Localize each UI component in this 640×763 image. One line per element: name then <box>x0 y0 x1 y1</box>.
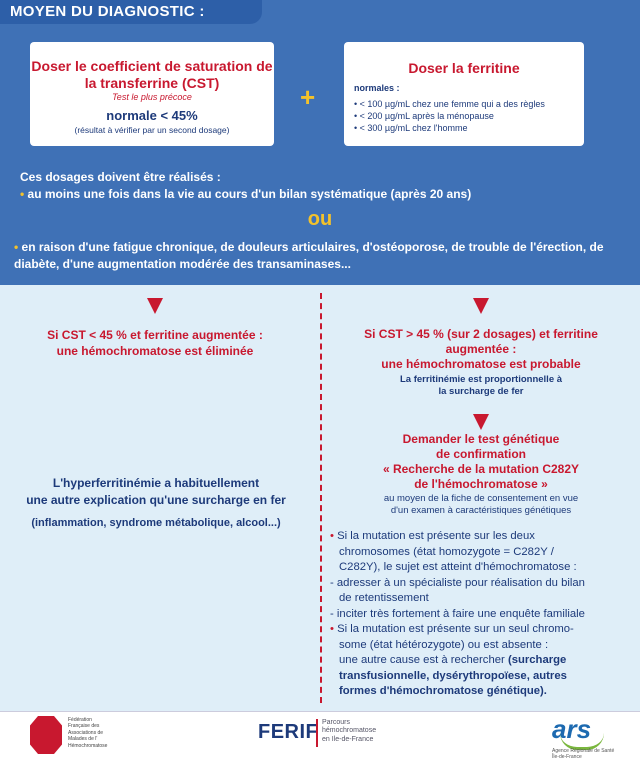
logo-line: Malades de l' <box>68 736 98 743</box>
or-separator: ou <box>307 208 333 230</box>
right-result-line: une hémochromatose est probable <box>381 357 581 371</box>
ferritine-item: • < 200 µg/mL après la ménopause <box>354 110 545 122</box>
genetic-test-note-line: d'un examen à caractéristiques génétiques <box>390 505 572 516</box>
ars-sub-line: Agence Régionale de Santé <box>552 748 615 754</box>
bullet-icon: • <box>330 530 338 542</box>
down-arrow-icon <box>473 414 489 430</box>
down-arrow-icon <box>147 298 163 314</box>
ferritine-item: • < 100 µg/mL chez une femme qui a des règles <box>354 98 545 110</box>
list-text: une autre cause est à rechercher <box>339 654 508 666</box>
ars-subtitle <box>552 748 632 760</box>
right-subresult-line: La ferritinémie est proportionnelle à <box>399 374 563 385</box>
genetic-test-line: de confirmation <box>435 447 526 461</box>
section-title: MOYEN DU DIAGNOSTIC : <box>10 3 205 20</box>
logo-line: Française des <box>68 723 100 730</box>
bullet-icon: • <box>14 240 22 254</box>
list-item: - adresser à un spécialiste pour réalisation du bilan <box>330 576 585 589</box>
cst-normal-value: normale < 45% <box>106 108 198 123</box>
bullet-icon: • <box>330 623 338 635</box>
condition-first-text: au moins une fois dans la vie au cours d'un bilan systématique (après 20 ans) <box>27 187 472 201</box>
right-subresult-line: la surcharge de fer <box>438 386 524 397</box>
list-item: formes d'hémochromatose génétique). <box>339 685 547 697</box>
list-item <box>330 653 630 669</box>
right-subresult <box>336 374 626 398</box>
genetic-test-line: Demander le test génétique <box>402 432 560 446</box>
dashed-divider <box>320 293 322 703</box>
left-result <box>20 327 290 359</box>
genetic-test-line: « Recherche de la mutation C282Y <box>382 462 580 476</box>
condition-first <box>20 186 630 203</box>
list-item: de retentissement <box>339 592 429 604</box>
left-explanation-line: une autre explication qu'une surcharge en fer <box>26 493 286 507</box>
cst-subtitle: Test le plus précoce <box>112 92 192 102</box>
cst-box <box>30 42 274 146</box>
conditions-intro: Ces dosages doivent être réalisés : <box>20 170 221 184</box>
ferritine-label: normales : <box>354 83 400 93</box>
down-arrow-icon <box>473 298 489 314</box>
left-result-line: une hémochromatose est éliminée <box>56 344 254 358</box>
ferritine-box <box>344 42 584 146</box>
list-item: chromosomes (état homozygote = C282Y / <box>339 545 554 558</box>
ffamh-logo <box>30 716 62 754</box>
list-item: transfusionnelle, dysérythropoïese, autres <box>339 669 567 682</box>
condition-second-text: en raison d'une fatigue chronique, de douleurs articulaires, d'ostéoporose, de trouble de l'érection, de diabète, d'une augmentation modérée des transaminases... <box>14 240 604 271</box>
list-item: - inciter très fortement à faire une enquête familiale <box>330 607 585 620</box>
left-result-line: Si CST < 45 % et ferritine augmentée : <box>47 328 263 342</box>
genetic-test-note-line: au moyen de la fiche de consentement en vue <box>383 493 579 504</box>
genetic-test-note <box>336 493 626 517</box>
ferif-tagline <box>322 719 412 744</box>
list-item <box>330 622 630 638</box>
logo-line: Hémochromatose <box>68 742 108 749</box>
bullet-icon: • <box>20 187 28 201</box>
ferritine-title: Doser la ferritine <box>408 60 520 76</box>
ars-sub-line: Île-de-France <box>552 754 582 760</box>
right-result-line: Si CST > 45 % (sur 2 dosages) et ferritine <box>364 327 598 341</box>
list-text: Si la mutation est présente sur un seul chromo- <box>337 623 574 635</box>
plus-icon: + <box>300 82 316 112</box>
left-note: (inflammation, syndrome métabolique, alcool...) <box>31 517 281 529</box>
ferif-logo: FERIF <box>258 721 319 743</box>
ferritine-item: • < 300 µg/mL chez l'homme <box>354 122 545 134</box>
ferif-divider <box>316 719 318 747</box>
list-text-bold: (surcharge <box>507 654 567 666</box>
right-result <box>336 327 626 372</box>
tagline-line: Parcours <box>322 719 351 726</box>
right-result-line: augmentée : <box>445 342 517 356</box>
section-header <box>0 0 262 24</box>
tagline-line: hémochromatose <box>322 727 377 735</box>
list-item: some (état hétérozygote) ou est absente : <box>339 638 549 651</box>
left-explanation <box>6 475 306 509</box>
list-item <box>330 529 630 545</box>
ferritine-list <box>354 98 545 134</box>
logo-line: Fédération <box>68 717 92 723</box>
genetic-test-line: de l'hémochromatose » <box>414 477 548 491</box>
ffamh-logo-text <box>68 717 107 749</box>
list-item: C282Y), le sujet est atteint d'hémochromatose : <box>339 561 577 573</box>
cst-title: Doser le coefficient de saturation de la transferrine (CST) <box>31 58 273 91</box>
condition-second <box>14 239 632 273</box>
genetic-test <box>336 432 626 492</box>
cst-note: (résultat à vérifier par un second dosage) <box>74 125 230 135</box>
left-explanation-line: L'hyperferritinémie a habituellement <box>52 476 260 490</box>
ars-logo: ars <box>552 714 592 744</box>
logo-line: Associations de <box>68 729 104 736</box>
tagline-line: en Ile-de-France <box>322 735 374 743</box>
list-text: Si la mutation est présente sur les deux <box>337 530 535 542</box>
mutation-list <box>330 529 630 700</box>
